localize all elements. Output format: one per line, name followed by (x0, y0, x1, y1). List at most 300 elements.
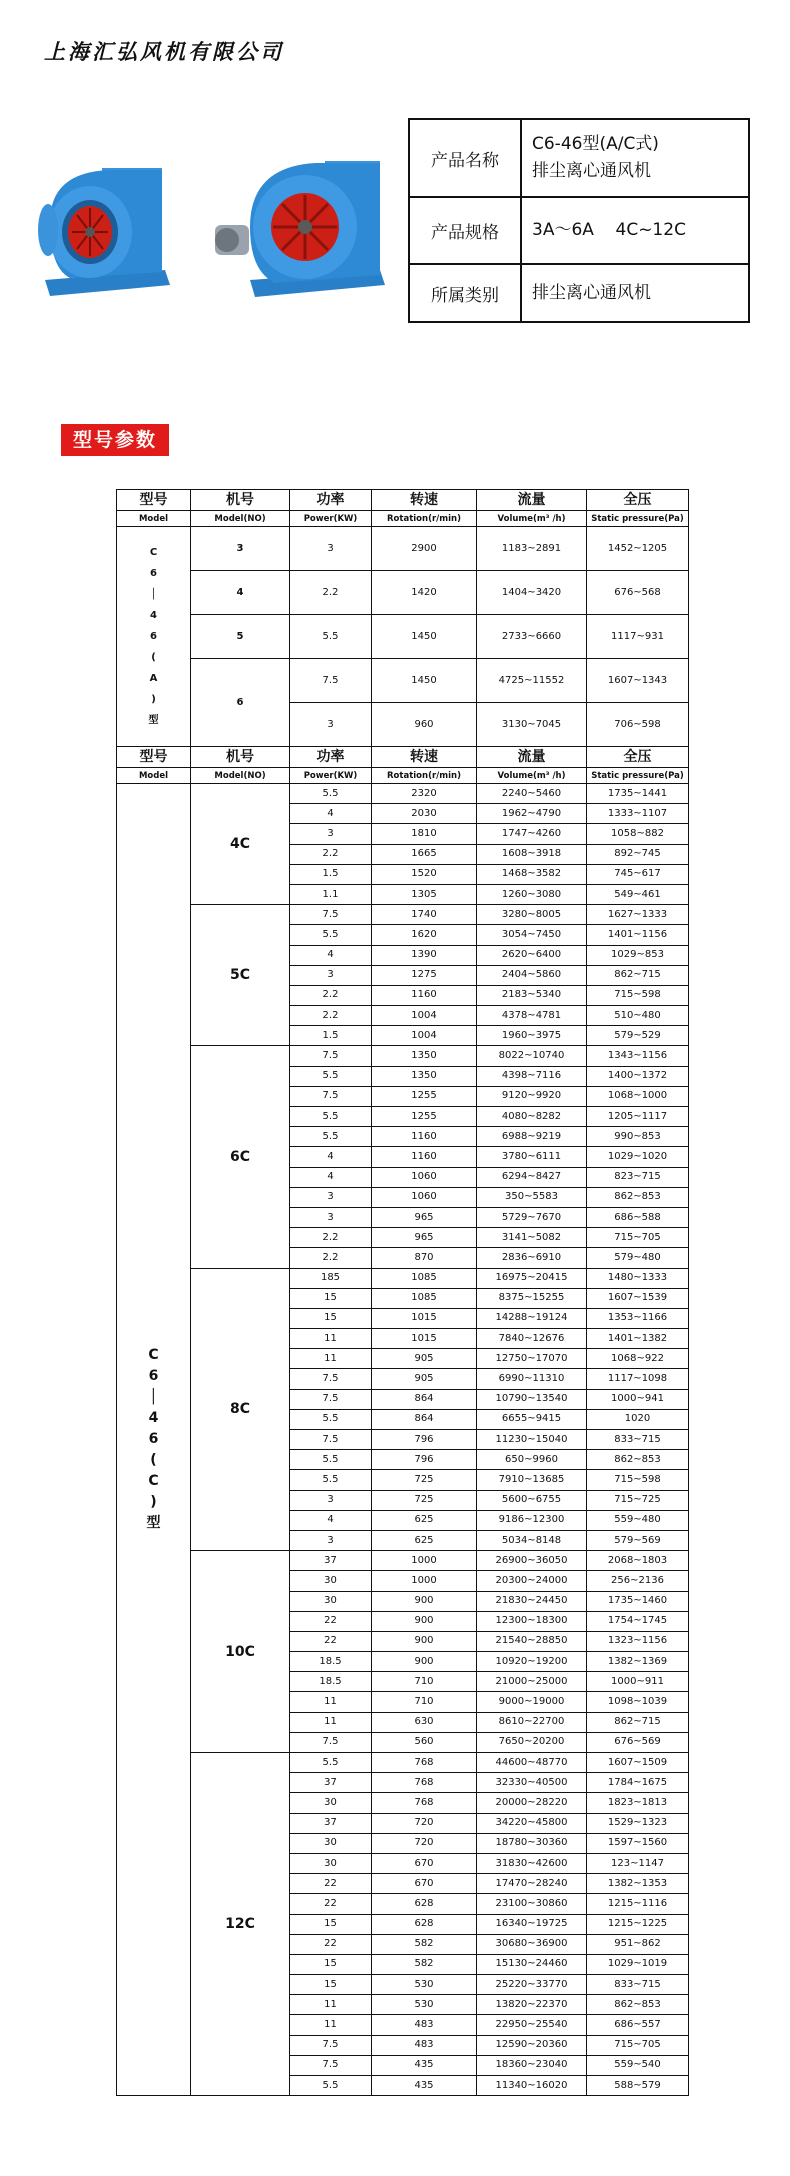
power-cell: 3 (290, 965, 372, 985)
pressure-cell: 1215~1225 (587, 1914, 689, 1934)
column-header: 转速 (372, 747, 477, 768)
fan-image-front (205, 155, 390, 300)
rotation-cell: 530 (372, 1995, 477, 2015)
power-cell: 3 (290, 1207, 372, 1227)
pressure-cell: 1401~1156 (587, 925, 689, 945)
power-cell: 7.5 (290, 1430, 372, 1450)
power-cell: 30 (290, 1833, 372, 1853)
pressure-cell: 1784~1675 (587, 1773, 689, 1793)
column-header-en: Model(NO) (191, 768, 290, 784)
column-header: 全压 (587, 747, 689, 768)
column-header: 功率 (290, 747, 372, 768)
power-cell: 30 (290, 1793, 372, 1813)
table-row (117, 1046, 689, 1066)
rotation-cell: 1160 (372, 1127, 477, 1147)
pressure-cell: 588~579 (587, 2076, 689, 2096)
pressure-cell: 1029~1020 (587, 1147, 689, 1167)
pressure-cell: 579~480 (587, 1248, 689, 1268)
pressure-cell: 1607~1343 (587, 659, 689, 703)
rotation-cell: 483 (372, 2035, 477, 2055)
volume-cell: 6988~9219 (477, 1127, 587, 1147)
power-cell: 7.5 (290, 659, 372, 703)
rotation-cell: 582 (372, 1954, 477, 1974)
column-header-en: Model(NO) (191, 511, 290, 527)
rotation-cell: 1255 (372, 1086, 477, 1106)
machine-number-cell: 6C (191, 1046, 290, 1268)
pressure-cell: 510~480 (587, 1006, 689, 1026)
pressure-cell: 1000~941 (587, 1389, 689, 1409)
header-row-cn (117, 747, 689, 768)
column-header-en: Rotation(r/min) (372, 511, 477, 527)
column-header-en: Volume(m³ /h) (477, 511, 587, 527)
rotation-cell: 768 (372, 1753, 477, 1773)
rotation-cell: 768 (372, 1793, 477, 1813)
volume-cell: 2620~6400 (477, 945, 587, 965)
rotation-cell: 725 (372, 1490, 477, 1510)
volume-cell: 5729~7670 (477, 1207, 587, 1227)
power-cell: 22 (290, 1934, 372, 1954)
rotation-cell: 1160 (372, 1147, 477, 1167)
pressure-cell: 1353~1166 (587, 1308, 689, 1328)
pressure-cell: 559~540 (587, 2055, 689, 2075)
volume-cell: 8022~10740 (477, 1046, 587, 1066)
power-cell: 30 (290, 1853, 372, 1873)
volume-cell: 5600~6755 (477, 1490, 587, 1510)
volume-cell: 44600~48770 (477, 1753, 587, 1773)
pressure-cell: 123~1147 (587, 1853, 689, 1873)
rotation-cell: 1085 (372, 1268, 477, 1288)
rotation-cell: 1060 (372, 1187, 477, 1207)
pressure-cell: 1029~853 (587, 945, 689, 965)
column-header: 型号 (117, 490, 191, 511)
power-cell: 5.5 (290, 784, 372, 804)
rotation-cell: 796 (372, 1430, 477, 1450)
machine-number-cell: 6 (191, 659, 290, 747)
volume-cell: 4378~4781 (477, 1006, 587, 1026)
volume-cell: 1404~3420 (477, 571, 587, 615)
power-cell: 4 (290, 1167, 372, 1187)
volume-cell: 1747~4260 (477, 824, 587, 844)
rotation-cell: 796 (372, 1450, 477, 1470)
pressure-cell: 833~715 (587, 1430, 689, 1450)
power-cell: 2.2 (290, 844, 372, 864)
power-cell: 7.5 (290, 2055, 372, 2075)
column-header: 机号 (191, 490, 290, 511)
power-cell: 3 (290, 1490, 372, 1510)
power-cell: 2.2 (290, 1228, 372, 1248)
volume-cell: 1962~4790 (477, 804, 587, 824)
rotation-cell: 2320 (372, 784, 477, 804)
volume-cell: 2404~5860 (477, 965, 587, 985)
rotation-cell: 1450 (372, 659, 477, 703)
pressure-cell: 990~853 (587, 1127, 689, 1147)
table-row (117, 1753, 689, 1773)
pressure-cell: 892~745 (587, 844, 689, 864)
power-cell: 11 (290, 2015, 372, 2035)
power-cell: 2.2 (290, 1006, 372, 1026)
rotation-cell: 2900 (372, 527, 477, 571)
power-cell: 5.5 (290, 1753, 372, 1773)
pressure-cell: 1117~1098 (587, 1369, 689, 1389)
power-cell: 11 (290, 1692, 372, 1712)
rotation-cell: 1665 (372, 844, 477, 864)
pressure-cell: 715~705 (587, 2035, 689, 2055)
pressure-cell: 1735~1460 (587, 1591, 689, 1611)
volume-cell: 14288~19124 (477, 1308, 587, 1328)
table-row (117, 1551, 689, 1571)
volume-cell: 3141~5082 (477, 1228, 587, 1248)
rotation-cell: 1810 (372, 824, 477, 844)
volume-cell: 21000~25000 (477, 1672, 587, 1692)
table-row (117, 905, 689, 925)
pressure-cell: 862~715 (587, 1712, 689, 1732)
power-cell: 18.5 (290, 1652, 372, 1672)
machine-number-cell: 5 (191, 615, 290, 659)
volume-cell: 350~5583 (477, 1187, 587, 1207)
volume-cell: 12590~20360 (477, 2035, 587, 2055)
pressure-cell: 1029~1019 (587, 1954, 689, 1974)
volume-cell: 6294~8427 (477, 1167, 587, 1187)
pressure-cell: 1607~1539 (587, 1288, 689, 1308)
column-header-en: Static pressure(Pa) (587, 768, 689, 784)
volume-cell: 34220~45800 (477, 1813, 587, 1833)
rotation-cell: 710 (372, 1692, 477, 1712)
power-cell: 4 (290, 1147, 372, 1167)
volume-cell: 2240~5460 (477, 784, 587, 804)
volume-cell: 12750~17070 (477, 1349, 587, 1369)
pressure-cell: 579~529 (587, 1026, 689, 1046)
volume-cell: 32330~40500 (477, 1773, 587, 1793)
pressure-cell: 715~725 (587, 1490, 689, 1510)
pressure-cell: 1098~1039 (587, 1692, 689, 1712)
pressure-cell: 256~2136 (587, 1571, 689, 1591)
power-cell: 15 (290, 1914, 372, 1934)
power-cell: 18.5 (290, 1672, 372, 1692)
power-cell: 3 (290, 527, 372, 571)
volume-cell: 26900~36050 (477, 1551, 587, 1571)
rotation-cell: 435 (372, 2055, 477, 2075)
power-cell: 22 (290, 1611, 372, 1631)
volume-cell: 2836~6910 (477, 1248, 587, 1268)
power-cell: 5.5 (290, 1470, 372, 1490)
rotation-cell: 625 (372, 1510, 477, 1530)
rotation-cell: 905 (372, 1369, 477, 1389)
column-header: 机号 (191, 747, 290, 768)
pressure-cell: 862~853 (587, 1450, 689, 1470)
power-cell: 22 (290, 1631, 372, 1651)
info-value: C6-46型(A/C式) 排尘离心通风机 (521, 119, 749, 197)
rotation-cell: 483 (372, 2015, 477, 2035)
rotation-cell: 768 (372, 1773, 477, 1793)
power-cell: 15 (290, 1288, 372, 1308)
rotation-cell: 560 (372, 1732, 477, 1752)
power-cell: 4 (290, 1510, 372, 1530)
volume-cell: 3780~6111 (477, 1147, 587, 1167)
column-header: 流量 (477, 490, 587, 511)
fan-image-side (30, 160, 180, 300)
power-cell: 11 (290, 1712, 372, 1732)
pressure-cell: 1607~1509 (587, 1753, 689, 1773)
section-title-badge: 型号参数 (61, 424, 169, 456)
pressure-cell: 1215~1116 (587, 1894, 689, 1914)
table-row (117, 527, 689, 571)
rotation-cell: 864 (372, 1389, 477, 1409)
volume-cell: 1608~3918 (477, 844, 587, 864)
rotation-cell: 1160 (372, 985, 477, 1005)
pressure-cell: 549~461 (587, 884, 689, 904)
pressure-cell: 745~617 (587, 864, 689, 884)
machine-number-cell: 5C (191, 905, 290, 1046)
power-cell: 22 (290, 1874, 372, 1894)
rotation-cell: 965 (372, 1228, 477, 1248)
pressure-cell: 1020 (587, 1409, 689, 1429)
pressure-cell: 823~715 (587, 1167, 689, 1187)
pressure-cell: 1823~1813 (587, 1793, 689, 1813)
model-cell: C 6 │ 4 6 ( C ) 型 (117, 784, 191, 2096)
rotation-cell: 960 (372, 703, 477, 747)
power-cell: 5.5 (290, 2076, 372, 2096)
column-header: 全压 (587, 490, 689, 511)
power-cell: 3 (290, 1187, 372, 1207)
power-cell: 1.5 (290, 1026, 372, 1046)
power-cell: 2.2 (290, 1248, 372, 1268)
power-cell: 5.5 (290, 615, 372, 659)
column-header: 功率 (290, 490, 372, 511)
column-header-en: Model (117, 511, 191, 527)
rotation-cell: 1620 (372, 925, 477, 945)
rotation-cell: 1350 (372, 1066, 477, 1086)
volume-cell: 12300~18300 (477, 1611, 587, 1631)
rotation-cell: 1015 (372, 1308, 477, 1328)
rotation-cell: 1000 (372, 1571, 477, 1591)
volume-cell: 9120~9920 (477, 1086, 587, 1106)
pressure-cell: 715~598 (587, 985, 689, 1005)
column-header: 型号 (117, 747, 191, 768)
power-cell: 1.1 (290, 884, 372, 904)
volume-cell: 3054~7450 (477, 925, 587, 945)
rotation-cell: 1740 (372, 905, 477, 925)
volume-cell: 16340~19725 (477, 1914, 587, 1934)
column-header-en: Volume(m³ /h) (477, 768, 587, 784)
volume-cell: 21830~24450 (477, 1591, 587, 1611)
rotation-cell: 2030 (372, 804, 477, 824)
info-value: 排尘离心通风机 (521, 264, 749, 322)
power-cell: 30 (290, 1591, 372, 1611)
column-header: 转速 (372, 490, 477, 511)
pressure-cell: 1452~1205 (587, 527, 689, 571)
pressure-cell: 2068~1803 (587, 1551, 689, 1571)
power-cell: 5.5 (290, 1127, 372, 1147)
rotation-cell: 1004 (372, 1006, 477, 1026)
volume-cell: 17470~28240 (477, 1874, 587, 1894)
rotation-cell: 900 (372, 1652, 477, 1672)
volume-cell: 9186~12300 (477, 1510, 587, 1530)
column-header-en: Rotation(r/min) (372, 768, 477, 784)
pressure-cell: 1597~1560 (587, 1833, 689, 1853)
rotation-cell: 435 (372, 2076, 477, 2096)
pressure-cell: 559~480 (587, 1510, 689, 1530)
volume-cell: 3280~8005 (477, 905, 587, 925)
rotation-cell: 1085 (372, 1288, 477, 1308)
power-cell: 5.5 (290, 1107, 372, 1127)
power-cell: 3 (290, 703, 372, 747)
volume-cell: 15130~24460 (477, 1954, 587, 1974)
power-cell: 7.5 (290, 1086, 372, 1106)
pressure-cell: 1117~931 (587, 615, 689, 659)
pressure-cell: 706~598 (587, 703, 689, 747)
table-row (117, 659, 689, 703)
volume-cell: 7910~13685 (477, 1470, 587, 1490)
pressure-cell: 1754~1745 (587, 1611, 689, 1631)
pressure-cell: 1382~1369 (587, 1652, 689, 1672)
volume-cell: 16975~20415 (477, 1268, 587, 1288)
pressure-cell: 1323~1156 (587, 1631, 689, 1651)
power-cell: 2.2 (290, 571, 372, 615)
power-cell: 5.5 (290, 1066, 372, 1086)
machine-number-cell: 4C (191, 784, 290, 905)
power-cell: 11 (290, 1329, 372, 1349)
pressure-cell: 1205~1117 (587, 1107, 689, 1127)
volume-cell: 9000~19000 (477, 1692, 587, 1712)
power-cell: 2.2 (290, 985, 372, 1005)
pressure-cell: 1627~1333 (587, 905, 689, 925)
table-row (117, 571, 689, 615)
rotation-cell: 720 (372, 1833, 477, 1853)
pressure-cell: 676~569 (587, 1732, 689, 1752)
power-cell: 37 (290, 1551, 372, 1571)
pressure-cell: 1333~1107 (587, 804, 689, 824)
table-row (117, 1268, 689, 1288)
rotation-cell: 1350 (372, 1046, 477, 1066)
power-cell: 3 (290, 1530, 372, 1550)
power-cell: 7.5 (290, 2035, 372, 2055)
machine-number-cell: 12C (191, 1753, 290, 2096)
rotation-cell: 1305 (372, 884, 477, 904)
volume-cell: 31830~42600 (477, 1853, 587, 1873)
power-cell: 7.5 (290, 1369, 372, 1389)
rotation-cell: 965 (372, 1207, 477, 1227)
volume-cell: 13820~22370 (477, 1995, 587, 2015)
power-cell: 3 (290, 824, 372, 844)
power-cell: 15 (290, 1975, 372, 1995)
rotation-cell: 628 (372, 1914, 477, 1934)
rotation-cell: 710 (372, 1672, 477, 1692)
power-cell: 4 (290, 945, 372, 965)
volume-cell: 4725~11552 (477, 659, 587, 703)
volume-cell: 8610~22700 (477, 1712, 587, 1732)
volume-cell: 10920~19200 (477, 1652, 587, 1672)
info-label: 产品名称 (409, 119, 521, 197)
volume-cell: 1960~3975 (477, 1026, 587, 1046)
volume-cell: 4080~8282 (477, 1107, 587, 1127)
volume-cell: 1260~3080 (477, 884, 587, 904)
power-cell: 5.5 (290, 1450, 372, 1470)
pressure-cell: 1735~1441 (587, 784, 689, 804)
volume-cell: 4398~7116 (477, 1066, 587, 1086)
power-cell: 37 (290, 1773, 372, 1793)
rotation-cell: 864 (372, 1409, 477, 1429)
pressure-cell: 579~569 (587, 1530, 689, 1550)
power-cell: 5.5 (290, 925, 372, 945)
rotation-cell: 720 (372, 1813, 477, 1833)
rotation-cell: 1004 (372, 1026, 477, 1046)
volume-cell: 1468~3582 (477, 864, 587, 884)
rotation-cell: 870 (372, 1248, 477, 1268)
model-cell: C 6 │ 4 6 ( A ) 型 (117, 527, 191, 747)
power-cell: 5.5 (290, 1409, 372, 1429)
pressure-cell: 1400~1372 (587, 1066, 689, 1086)
company-name: 上海汇弘风机有限公司 (44, 39, 284, 64)
volume-cell: 8375~15255 (477, 1288, 587, 1308)
power-cell: 22 (290, 1894, 372, 1914)
pressure-cell: 1343~1156 (587, 1046, 689, 1066)
machine-number-cell: 4 (191, 571, 290, 615)
rotation-cell: 1015 (372, 1329, 477, 1349)
power-cell: 4 (290, 804, 372, 824)
pressure-cell: 862~715 (587, 965, 689, 985)
model-parameter-table (116, 489, 689, 2096)
rotation-cell: 670 (372, 1853, 477, 1873)
pressure-cell: 715~705 (587, 1228, 689, 1248)
machine-number-cell: 3 (191, 527, 290, 571)
rotation-cell: 1420 (372, 571, 477, 615)
pressure-cell: 1401~1382 (587, 1329, 689, 1349)
volume-cell: 3130~7045 (477, 703, 587, 747)
volume-cell: 10790~13540 (477, 1389, 587, 1409)
volume-cell: 11230~15040 (477, 1430, 587, 1450)
column-header-en: Power(KW) (290, 511, 372, 527)
pressure-cell: 686~588 (587, 1207, 689, 1227)
rotation-cell: 1000 (372, 1551, 477, 1571)
volume-cell: 6655~9415 (477, 1409, 587, 1429)
rotation-cell: 670 (372, 1874, 477, 1894)
pressure-cell: 951~862 (587, 1934, 689, 1954)
rotation-cell: 628 (372, 1894, 477, 1914)
rotation-cell: 1060 (372, 1167, 477, 1187)
volume-cell: 2183~5340 (477, 985, 587, 1005)
table-row (117, 615, 689, 659)
rotation-cell: 1390 (372, 945, 477, 965)
pressure-cell: 862~853 (587, 1187, 689, 1207)
product-info-table (408, 118, 750, 323)
pressure-cell: 862~853 (587, 1995, 689, 2015)
header-row-cn (117, 490, 689, 511)
pressure-cell: 1480~1333 (587, 1268, 689, 1288)
pressure-cell: 833~715 (587, 1975, 689, 1995)
volume-cell: 20000~28220 (477, 1793, 587, 1813)
volume-cell: 11340~16020 (477, 2076, 587, 2096)
power-cell: 185 (290, 1268, 372, 1288)
volume-cell: 18780~30360 (477, 1833, 587, 1853)
info-value: 3A～6A 4C~12C (521, 197, 749, 264)
power-cell: 11 (290, 1349, 372, 1369)
power-cell: 7.5 (290, 1389, 372, 1409)
rotation-cell: 900 (372, 1591, 477, 1611)
pressure-cell: 1068~1000 (587, 1086, 689, 1106)
rotation-cell: 1255 (372, 1107, 477, 1127)
volume-cell: 25220~33770 (477, 1975, 587, 1995)
column-header-en: Power(KW) (290, 768, 372, 784)
pressure-cell: 1068~922 (587, 1349, 689, 1369)
volume-cell: 7840~12676 (477, 1329, 587, 1349)
volume-cell: 5034~8148 (477, 1530, 587, 1550)
pressure-cell: 686~557 (587, 2015, 689, 2035)
rotation-cell: 582 (372, 1934, 477, 1954)
header-row-en (117, 511, 689, 527)
volume-cell: 22950~25540 (477, 2015, 587, 2035)
rotation-cell: 905 (372, 1349, 477, 1369)
volume-cell: 23100~30860 (477, 1894, 587, 1914)
